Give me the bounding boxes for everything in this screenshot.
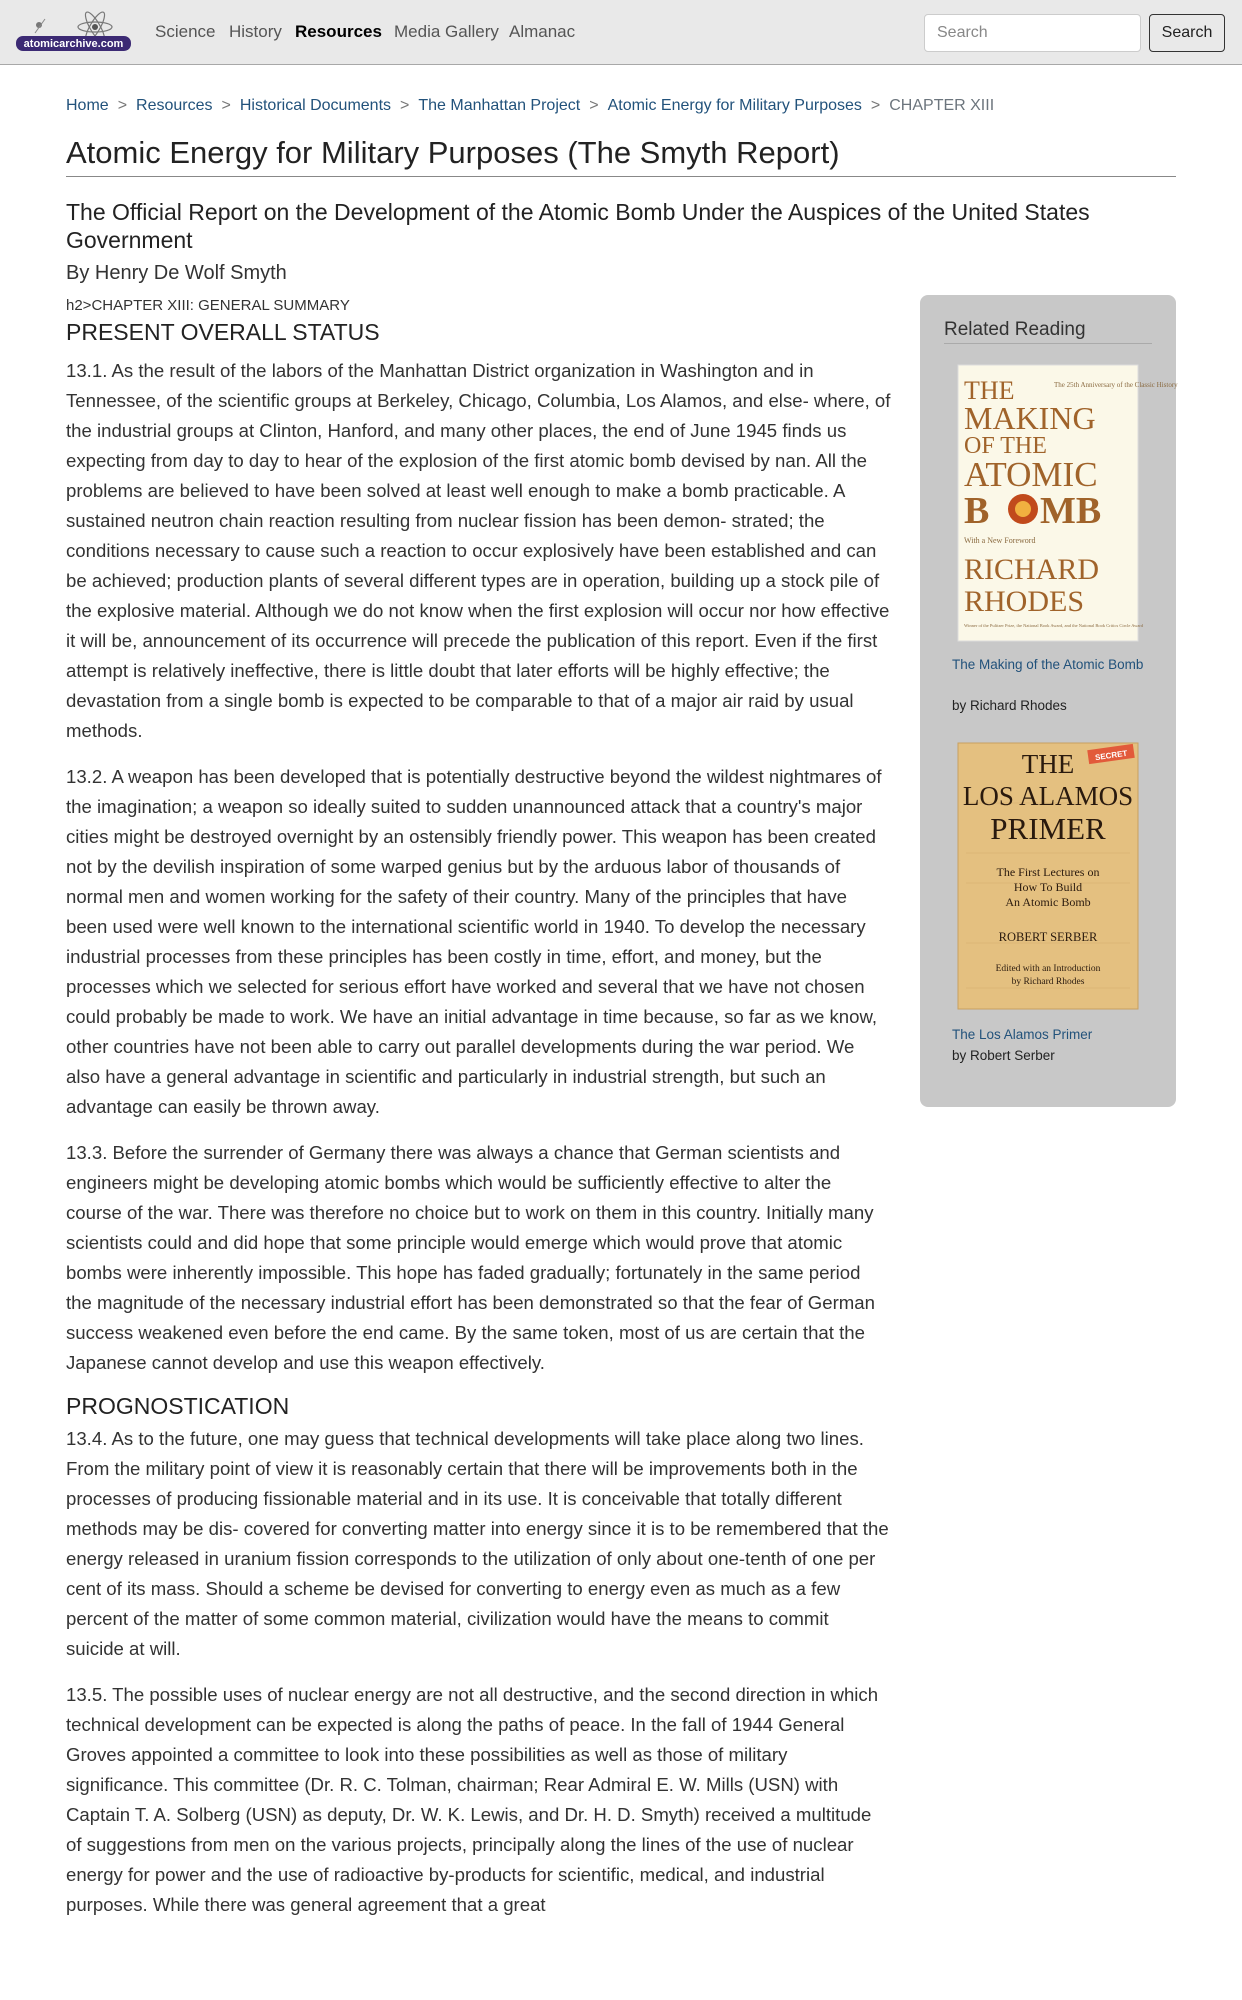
nav-almanac[interactable]: Almanac	[509, 22, 576, 41]
site-logo[interactable]	[15, 13, 132, 53]
paragraph-13-4: 13.4. As to the future, one may guess that technical developments will take place along two lines. From the military point of view it is reasonably certain that there will be improvements both in the processes of producing fissionable material and in its use. It is conceivable that totally different methods may be dis- covered for converting matter into energy since it is to be remembered that the energy released in uranium fission corresponds to the utilization of only about one-tenth of one per cent of its mass. Should a scheme be devised for converting to energy even as much as a few percent of the matter of some common material, civilization would have the means to commit suicide at will.	[66, 1428, 889, 1659]
svg-text:by Richard Rhodes: by Richard Rhodes	[1011, 977, 1085, 987]
svg-text:Winner of the Pulitzer Prize,: Winner of the Pulitzer Prize, the National Book Award, and the National Book Critics Circle Award	[964, 623, 1144, 628]
breadcrumb-current: CHAPTER XIII	[889, 97, 995, 114]
svg-text:RHODES: RHODES	[964, 585, 1085, 618]
paragraph-13-5: 13.5. The possible uses of nuclear energy are not all destructive, and the second direction in which technical development can be expected is along the paths of peace. In the fall of 1944 General Groves appointed a committee to look into these possibilities as well as those of military significance. This committee (Dr. R. C. Tolman, chairman; Rear Admiral E. W. Mills (USN) with Captain T. A. Solberg (USN) as deputy, Dr. W. K. Lewis, and Dr. H. D. Smyth) received a multitude of suggestions from men on the various projects, principally along the lines of the use of nuclear energy for power and the use of radioactive by-products for scientific, medical, and industrial purposes. While there was general agreement that a great	[66, 1684, 879, 1915]
section-heading-prognostication: PROGNOSTICATION	[66, 1393, 290, 1419]
svg-text:MAKING: MAKING	[964, 400, 1096, 436]
svg-text:RICHARD: RICHARD	[964, 553, 1100, 586]
breadcrumb-historical-documents[interactable]: Historical Documents	[239, 97, 392, 114]
svg-text:Edited with an Introduction: Edited with an Introduction	[995, 964, 1101, 974]
svg-text:PRIMER: PRIMER	[990, 811, 1106, 846]
svg-text:ATOMIC: ATOMIC	[964, 455, 1098, 494]
paragraph-13-2: 13.2. A weapon has been developed that is potentially destructive beyond the wildest nightmares of the imagination; a weapon so ideally suited to sudden unannounced attack that a country's major cities might be destroyed overnight by an ostensibly friendly power. This weapon has been created not by the devilish inspiration of some warped genius but by the arduous labor of thousands of normal men and women working for the safety of their country. Many of the principles that have been used were well known to the international scientific world in 1940. To develop the necessary industrial processes from these principles has been costly in time, effort, and money, but the processes which we selected for serious effort have worked and several that we have not chosen could probably be made to work. We have an initial advantage in time because, so far as we know, other countries have not been able to carry out parallel developments during the war period. We also have a general advantage in scientific and particularly in industrial strength, but such an advantage can easily be thrown away.	[66, 766, 882, 1117]
breadcrumb-separator: >	[221, 97, 231, 114]
nav-history[interactable]: History	[229, 22, 282, 41]
svg-text:OF THE: OF THE	[964, 433, 1047, 459]
book-author-serber: by Robert Serber	[952, 1048, 1055, 1063]
chapter-label: h2>CHAPTER XIII: GENERAL SUMMARY	[66, 297, 350, 314]
breadcrumb-atomic-energy[interactable]: Atomic Energy for Military Purposes	[607, 97, 862, 114]
breadcrumb-resources[interactable]: Resources	[136, 97, 213, 114]
book-cover-making-of-atomic-bomb[interactable]	[958, 365, 1178, 641]
breadcrumb-separator: >	[117, 97, 128, 114]
breadcrumb-separator: >	[400, 97, 410, 114]
search-input[interactable]	[924, 14, 1141, 52]
book-link-los-alamos-primer[interactable]: The Los Alamos Primer	[952, 1027, 1093, 1042]
svg-text:An Atomic Bomb: An Atomic Bomb	[1005, 895, 1091, 909]
breadcrumb-home[interactable]: Home	[66, 97, 109, 114]
paragraph-13-3: 13.3. Before the surrender of Germany there was always a chance that German scientists and engineers might be developing atomic bombs which would be sufficiently effective to alter the course of the war. There was therefore no choice but to work on them in this country. Initially many scientists could and did hope that some principle would emerge which would prove that atomic bombs were inherently impossible. This hope has faded gradually; fortunately in the same period the magnitude of the necessary industrial effort has been demonstrated so that the fear of German success weakened even before the end came. By the same token, most of us are certain that the Japanese cannot develop and use this weapon effectively.	[66, 1142, 875, 1373]
paragraph-13-1: 13.1. As the result of the labors of the Manhattan District organization in Washington and in Tennessee, of the scientific groups at Berkeley, Chicago, Columbia, Los Alamos, and else- where, of the industrial groups at Clinton, Hanford, and many other places, the end of June 1945 finds us expecting from day to day to hear of the explosion of the first atomic bomb devised by nan. All the problems are believed to have been solved at least well enough to make a bomb practicable. A sustained neutron chain reaction resulting from nuclear fission has been demon- strated; the conditions necessary to cause such a reaction to occur explosively have been established and can be achieved; production plants of several different types are in operation, building up a stock pile of the explosive material. Although we do not know when the first explosion will occur nor how effective it will be, announcement of its occurrence will precede the publication of this report. Even if the first attempt is relatively ineffective, there is little doubt that later efforts will be highly effective; the devastation from a single bomb is expected to be comparable to that of a major air raid by usual methods.	[66, 360, 891, 741]
nav-media-gallery[interactable]: Media Gallery	[394, 22, 499, 41]
nav-resources[interactable]: Resources	[295, 22, 382, 41]
section-heading-present-status: PRESENT OVERALL STATUS	[66, 319, 380, 345]
book-author-rhodes: by Richard Rhodes	[952, 698, 1067, 713]
svg-text:LOS ALAMOS: LOS ALAMOS	[962, 781, 1134, 811]
breadcrumb-separator: >	[589, 97, 599, 114]
page-title: Atomic Energy for Military Purposes (The Smyth Report)	[66, 134, 1176, 177]
svg-text:THE: THE	[964, 376, 1015, 405]
sidebar-title: Related Reading	[944, 319, 1152, 344]
page-subtitle: The Official Report on the Development of the Atomic Bomb Under the Auspices of the United States Government	[66, 199, 1090, 253]
search-button[interactable]: Search	[1149, 14, 1225, 52]
article-body	[66, 356, 891, 1920]
svg-text:B: B	[964, 490, 990, 532]
breadcrumb-manhattan-project[interactable]: The Manhattan Project	[418, 97, 581, 114]
breadcrumb	[66, 97, 994, 115]
related-reading-sidebar	[920, 295, 1176, 1107]
nav-science[interactable]: Science	[155, 22, 216, 41]
top-navbar	[0, 0, 1242, 65]
book-link-making-of-atomic-bomb[interactable]: The Making of the Atomic Bomb	[952, 657, 1144, 672]
svg-text:The First Lectures on: The First Lectures on	[996, 865, 1100, 879]
svg-text:How To Build: How To Build	[1013, 880, 1083, 894]
author-byline: By Henry De Wolf Smyth	[66, 262, 287, 284]
book-cover-los-alamos-primer[interactable]	[958, 743, 1138, 1009]
breadcrumb-separator: >	[870, 97, 881, 114]
svg-text:MB: MB	[1040, 490, 1102, 532]
svg-text:SECRET: SECRET	[1094, 748, 1128, 763]
svg-text:The 25th Anniversary of the Cl: The 25th Anniversary of the Classic History	[1054, 381, 1178, 389]
logo-text: atomicarchive.com	[23, 38, 124, 50]
svg-text:ROBERT SERBER: ROBERT SERBER	[998, 930, 1098, 944]
svg-text:With a New Foreword: With a New Foreword	[964, 536, 1036, 545]
svg-text:THE: THE	[1021, 749, 1075, 779]
